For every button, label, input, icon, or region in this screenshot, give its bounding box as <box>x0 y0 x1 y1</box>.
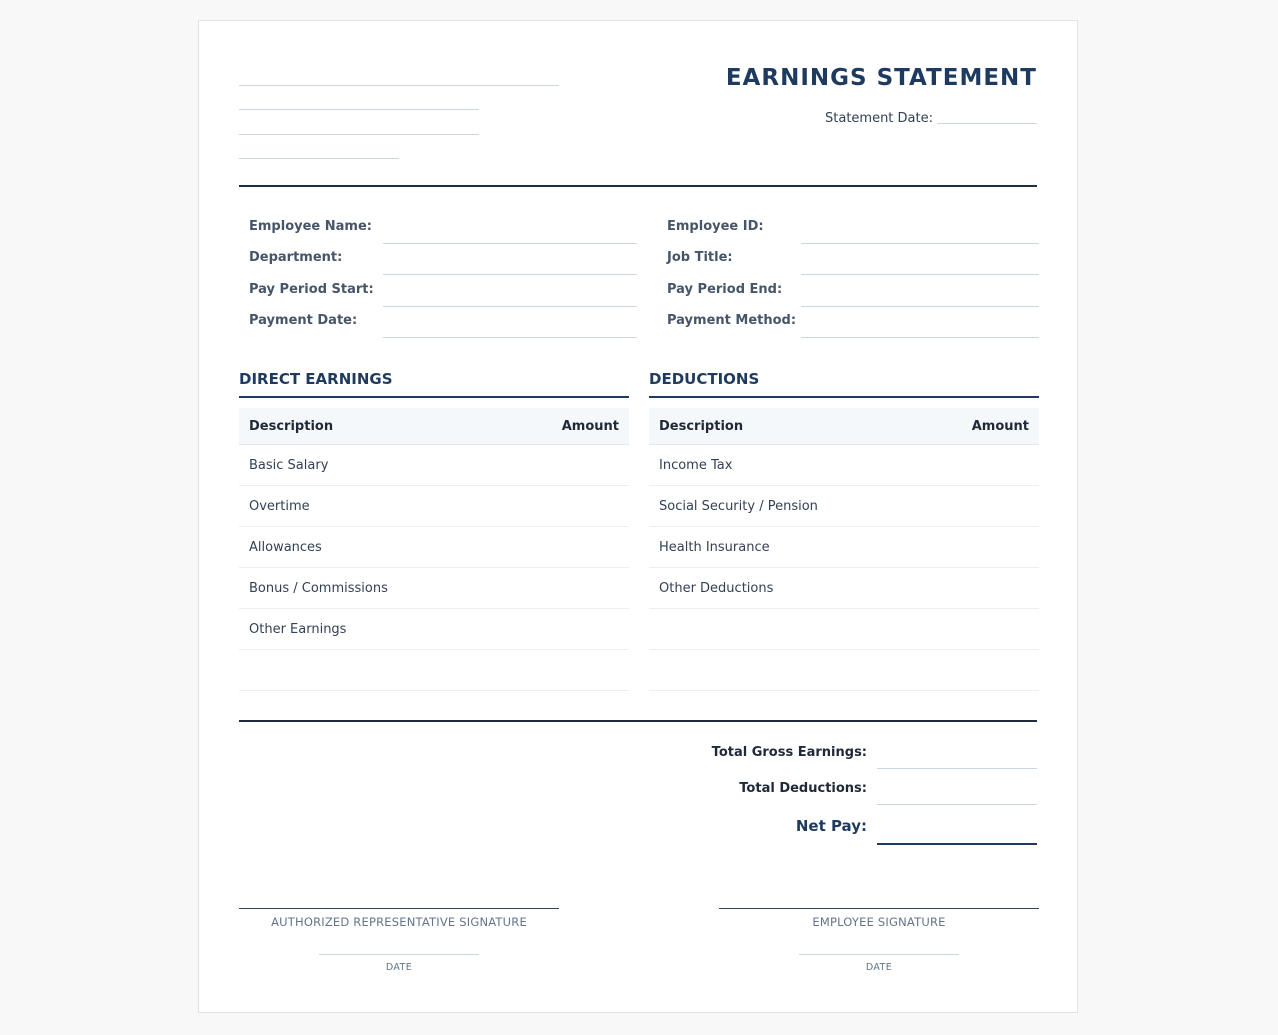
earnings-row-description: Bonus / Commissions <box>249 580 388 596</box>
total-deductions-row <box>739 781 1037 805</box>
direct-earnings-title: DIRECT EARNINGS <box>239 369 629 398</box>
table-row[interactable] <box>239 568 629 609</box>
table-row[interactable] <box>239 527 629 568</box>
net-pay-label: Net Pay: <box>795 817 867 835</box>
employee-signature-label: EMPLOYEE SIGNATURE <box>812 915 946 929</box>
authorized-signature-label: AUTHORIZED REPRESENTATIVE SIGNATURE <box>271 915 527 929</box>
pay-period-start-label: Pay Period Start: <box>249 282 374 297</box>
authorized-date-line[interactable] <box>319 954 479 955</box>
table-row[interactable] <box>649 486 1039 527</box>
pay-period-end-label: Pay Period End: <box>667 282 783 297</box>
authorized-date-label: DATE <box>385 962 413 973</box>
total-gross-earnings-label: Total Gross Earnings: <box>711 745 867 760</box>
company-address-line-2[interactable] <box>239 134 479 135</box>
job-title-input[interactable] <box>801 274 1039 275</box>
direct-earnings-section <box>239 369 629 691</box>
deductions-table-header <box>649 408 1039 445</box>
pay-period-start-input[interactable] <box>383 306 637 307</box>
department-label: Department: <box>249 250 343 265</box>
total-deductions-input[interactable] <box>877 804 1037 805</box>
employee-id-label: Employee ID: <box>667 219 764 234</box>
job-title-label: Job Title: <box>667 250 733 265</box>
statement-date-field <box>825 111 1037 126</box>
table-row[interactable] <box>649 568 1039 609</box>
table-row[interactable] <box>239 445 629 486</box>
document-title: EARNINGS STATEMENT <box>725 65 1037 91</box>
total-deductions-label: Total Deductions: <box>739 781 867 796</box>
deductions-col-amount: Amount <box>971 418 1029 434</box>
info-row-employee-id <box>667 219 764 240</box>
info-row-pay-period-end <box>667 282 782 303</box>
authorized-signature-line[interactable] <box>239 908 559 909</box>
deductions-row-description: Other Deductions <box>659 580 774 596</box>
table-row[interactable] <box>239 609 629 650</box>
net-pay-input[interactable] <box>877 843 1037 845</box>
employee-id-input[interactable] <box>801 243 1039 244</box>
statement-content <box>239 21 1037 1012</box>
employee-name-label: Employee Name: <box>249 219 372 234</box>
payment-method-input[interactable] <box>801 337 1039 338</box>
earnings-row-description: Basic Salary <box>249 457 329 473</box>
payment-date-input[interactable] <box>383 337 637 338</box>
company-address-line-3[interactable] <box>239 158 399 159</box>
deductions-row-description: Health Insurance <box>659 539 770 555</box>
payment-date-label: Payment Date: <box>249 313 358 328</box>
statement-date-input[interactable] <box>937 123 1037 124</box>
statement-date-label: Statement Date: <box>825 111 933 126</box>
table-row[interactable] <box>239 650 629 691</box>
deductions-section <box>649 369 1039 691</box>
net-pay-row <box>796 817 1037 845</box>
deductions-col-description: Description <box>659 418 744 434</box>
info-row-employee-name <box>249 219 372 240</box>
company-name-line[interactable] <box>239 85 559 86</box>
deductions-row-description: Income Tax <box>659 457 733 473</box>
table-row[interactable] <box>649 527 1039 568</box>
earnings-col-amount: Amount <box>561 418 619 434</box>
earnings-row-description: Overtime <box>249 498 310 514</box>
payment-method-label: Payment Method: <box>667 313 797 328</box>
info-row-payment-method <box>667 313 796 334</box>
earnings-row-description: Other Earnings <box>249 621 347 637</box>
pay-period-end-input[interactable] <box>801 306 1039 307</box>
info-row-job-title <box>667 250 733 271</box>
employee-signature-line[interactable] <box>719 908 1039 909</box>
company-address-line-1[interactable] <box>239 109 479 110</box>
total-gross-earnings-row <box>712 745 1037 769</box>
info-row-payment-date <box>249 313 357 334</box>
employee-date-label: DATE <box>865 962 893 973</box>
deductions-row-description: Social Security / Pension <box>659 498 818 514</box>
earnings-row-description: Allowances <box>249 539 322 555</box>
employee-date-line[interactable] <box>799 954 959 955</box>
statement-page <box>198 20 1078 1013</box>
info-row-department <box>249 250 342 271</box>
deductions-title: DEDUCTIONS <box>649 369 1039 398</box>
table-row[interactable] <box>649 445 1039 486</box>
table-row[interactable] <box>649 650 1039 691</box>
totals-divider <box>239 720 1037 722</box>
info-row-pay-period-start <box>249 282 374 303</box>
earnings-col-description: Description <box>249 418 334 434</box>
total-gross-earnings-input[interactable] <box>877 768 1037 769</box>
header-divider <box>239 185 1037 187</box>
employee-name-input[interactable] <box>383 243 637 244</box>
table-row[interactable] <box>239 486 629 527</box>
table-row[interactable] <box>649 609 1039 650</box>
earnings-table-header <box>239 408 629 445</box>
department-input[interactable] <box>383 274 637 275</box>
